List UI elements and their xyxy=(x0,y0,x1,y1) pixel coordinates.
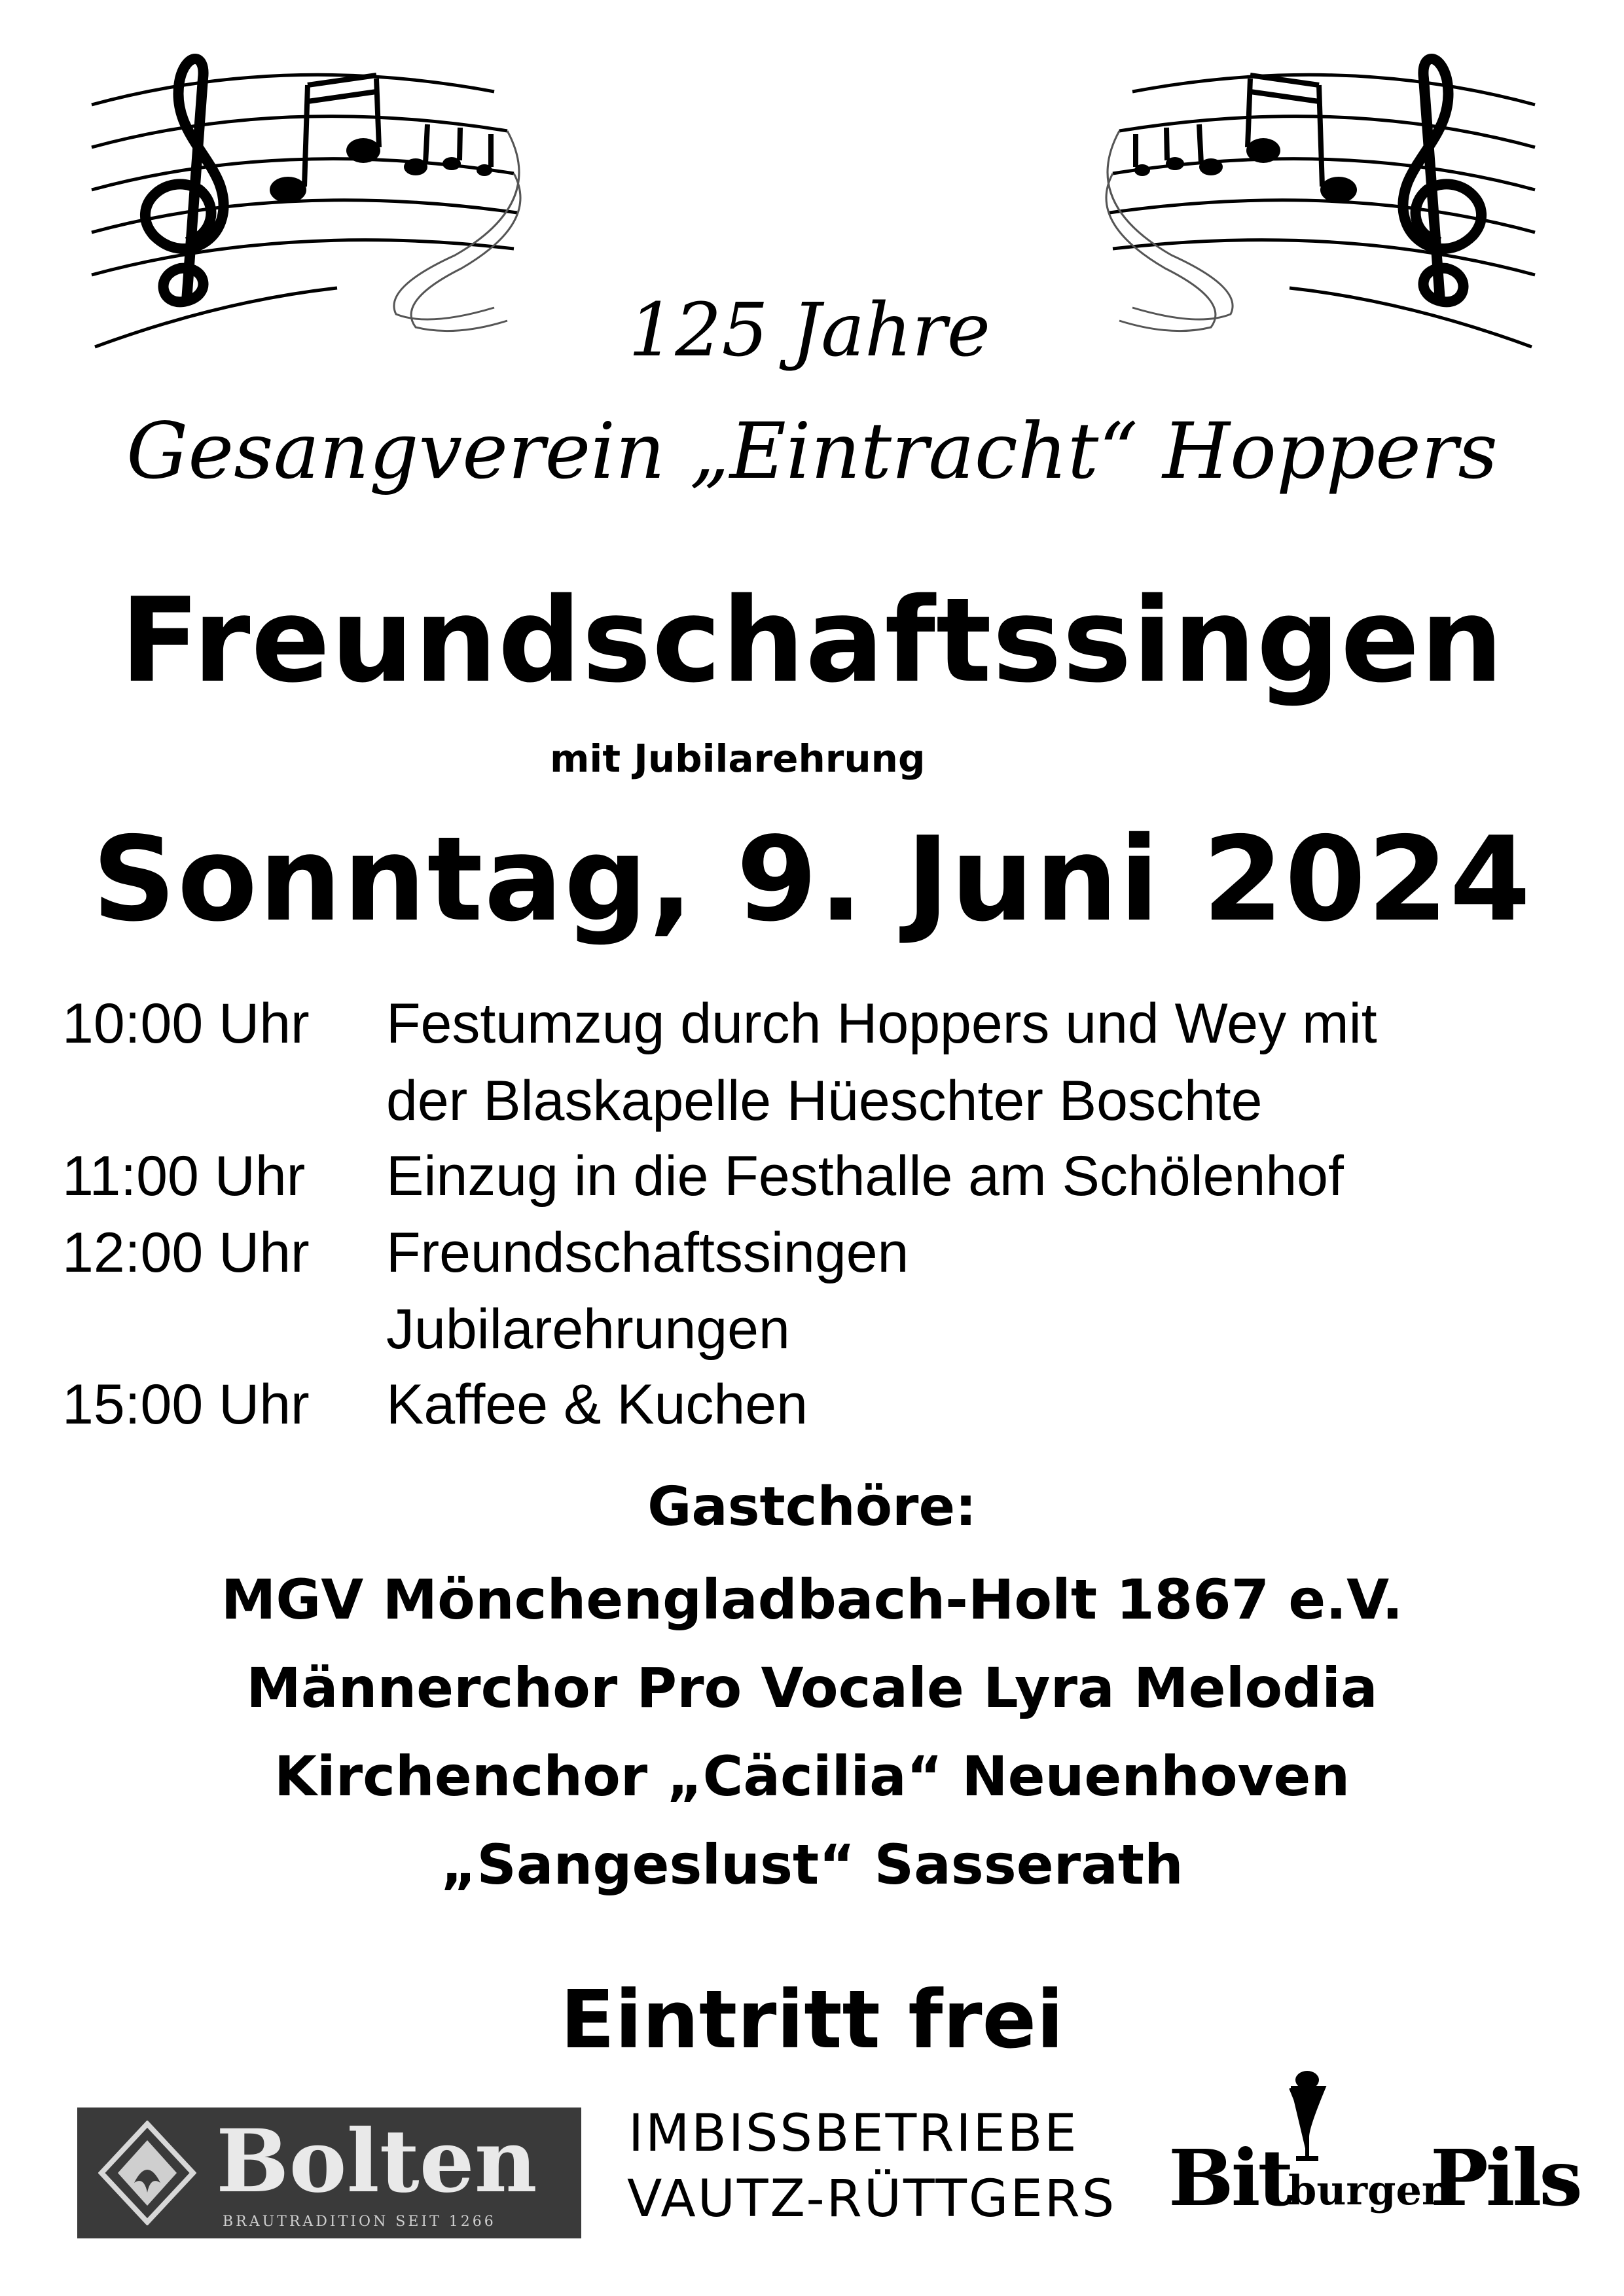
event-date: Sonntag, 9. Juni 2024 xyxy=(92,812,1532,947)
schedule-time: 11:00 Uhr xyxy=(62,1145,306,1208)
event-subtitle: mit Jubilarehrung xyxy=(550,736,926,781)
sponsor-imbiss-line1: IMBISSBETRIEBE xyxy=(628,2104,1079,2163)
music-notes-left-icon xyxy=(88,39,586,380)
schedule-item: Jubilarehrungen xyxy=(386,1298,790,1361)
sponsor-bolten-name: Bolten xyxy=(216,2111,537,2212)
schedule-time: 15:00 Uhr xyxy=(62,1373,310,1436)
admission-text: Eintritt frei xyxy=(560,1973,1064,2066)
guest-choir: Männerchor Pro Vocale Lyra Melodia xyxy=(246,1656,1378,1720)
sponsor-bitburger-bit: Bit xyxy=(1168,2132,1291,2223)
schedule-item: Festumzug durch Hoppers und Wey mit xyxy=(386,992,1377,1055)
schedule-item: der Blaskapelle Hüeschter Boschte xyxy=(386,1069,1263,1132)
guests-heading: Gastchöre: xyxy=(647,1476,977,1538)
guest-choir: MGV Mönchengladbach-Holt 1867 e.V. xyxy=(221,1568,1403,1632)
eagle-crest-icon xyxy=(98,2121,196,2225)
schedule-item: Freundschaftssingen xyxy=(386,1221,909,1284)
guest-choir: „Sangeslust“ Sasserath xyxy=(441,1833,1183,1897)
music-notes-right-icon xyxy=(1041,39,1538,380)
club-name: Gesangverein „Eintracht“ Hoppers xyxy=(126,406,1498,496)
schedule-item: Kaffee & Kuchen xyxy=(386,1373,808,1436)
schedule-item: Einzug in die Festhalle am Schölenhof xyxy=(386,1145,1344,1208)
schedule-time: 10:00 Uhr xyxy=(62,992,310,1055)
guest-choir: Kirchenchor „Cäcilia“ Neuenhoven xyxy=(274,1744,1350,1808)
schedule-time: 12:00 Uhr xyxy=(62,1221,310,1284)
sponsor-bitburger-burger: burger xyxy=(1288,2166,1443,2214)
beer-glass-icon xyxy=(1284,2068,1330,2166)
sponsor-bitburger-pils: Pils xyxy=(1430,2132,1580,2223)
sponsor-imbiss-line2: VAUTZ-RÜTTGERS xyxy=(627,2170,1117,2229)
sponsor-bolten-tagline: BRAUTRADITION SEIT 1266 xyxy=(223,2214,496,2230)
event-title: Freundschaftssingen xyxy=(120,573,1504,708)
anniversary-heading: 125 Jahre xyxy=(628,288,990,373)
